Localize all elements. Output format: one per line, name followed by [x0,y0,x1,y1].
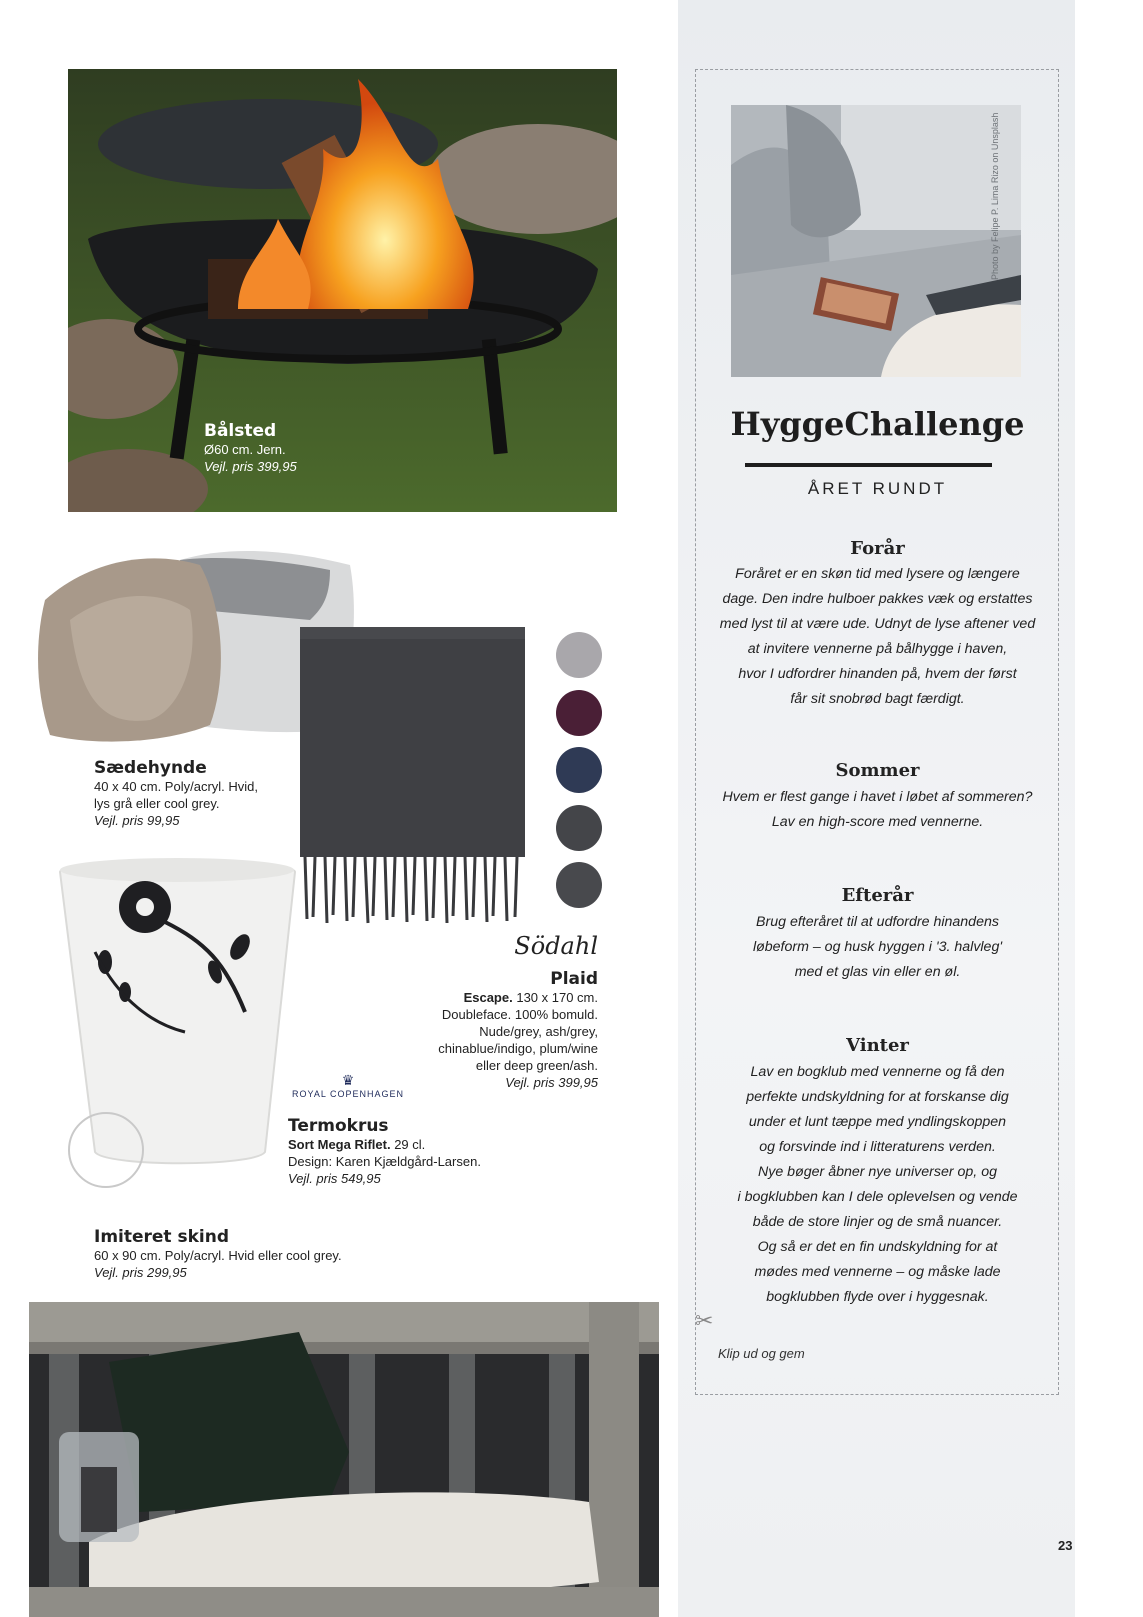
caption-skind: Imiteret skind 60 x 90 cm. Poly/acryl. Hvid eller cool grey. Vejl. pris 299,95 [94,1227,342,1280]
season-heading-sommer: Sommer [835,760,920,781]
season-text-forar: Foråret er en skøn tid med lysere og længere dage. Den indre hulboer pakkes væk og erstattes med lyst til at være ude. Udnyt de lyse aftener ved at invitere vennerne på bålhygge i haven, hvor I udfordrer hinanden på, hvem der først får sit snobrød bagt færdigt. [719,566,1036,707]
title-rule [745,463,992,467]
scissors-icon: ✂ [695,1308,714,1333]
garden-bench-photo [29,1302,659,1617]
caption-balsted: Bålsted Ø60 cm. Jern. Vejl. pris 399,95 [204,421,297,474]
challenge-title: HyggeChallenge [730,405,1025,443]
color-swatch [556,747,602,793]
season-heading-vinter: Vinter [846,1035,909,1056]
page-number: 23 [1058,1538,1073,1553]
quality-seal-icon [68,1112,144,1188]
royal-copenhagen-logo: ♛ ROYAL COPENHAGEN [288,1072,408,1099]
season-text-sommer: Hvem er flest gange i havet i løbet af sommeren? Lav en high-score med vennerne. [722,789,1033,830]
season-heading-forar: Forår [850,538,905,559]
crown-icon: ♛ [341,1072,355,1088]
season-text-vinter: Lav en bogklub med vennerne og få den perfekte undskyldning for at forskanse dig under et lunt tæppe med yndlingskoppen og forsvinde ind i litteraturens verden. Nye bøger åbner nye universer op, og i bogklubben kan I dele oplevelsen og vende både de store linjer og de små nuancer. Og så er det en fin undskyldning for at mødes med vennerne – og måske lade bogklubben flyde over i hyggesnak. [737,1064,1018,1305]
caption-termokrus: Termokrus Sort Mega Riflet. 29 cl. Design: Karen Kjældgård-Larsen. Vejl. pris 549,95 [288,1116,481,1186]
fire-pit-photo [68,69,617,512]
color-swatch [556,690,602,736]
season-text-efterar: Brug efteråret til at udfordre hinandens løbeform – og husk hyggen i '3. halvleg' med et glas vin eller en øl. [752,914,1003,980]
sodahl-logo: Södahl [514,932,598,960]
bedroom-book-photo [731,105,1021,377]
clip-instruction: Klip ud og gem [718,1346,805,1361]
photo-credit: Photo by Felipe P. Lima Rizo on Unsplash [990,112,1000,280]
caption-saedehynde: Sædehynde 40 x 40 cm. Poly/acryl. Hvid, lys grå eller cool grey. Vejl. pris 99,95 [94,758,258,828]
season-heading-efterar: Efterår [841,885,914,906]
plaid-photo [295,627,530,927]
color-swatch [556,632,602,678]
color-swatch [556,862,602,908]
caption-plaid: Plaid Escape. 130 x 170 cm. Doubleface. 100% bomuld. Nude/grey, ash/grey, chinablue/indigo, plum/wine eller deep green/ash. Vejl. pris 399,95 [438,969,598,1090]
challenge-subtitle: ÅRET RUNDT [807,479,948,498]
color-swatch [556,805,602,851]
